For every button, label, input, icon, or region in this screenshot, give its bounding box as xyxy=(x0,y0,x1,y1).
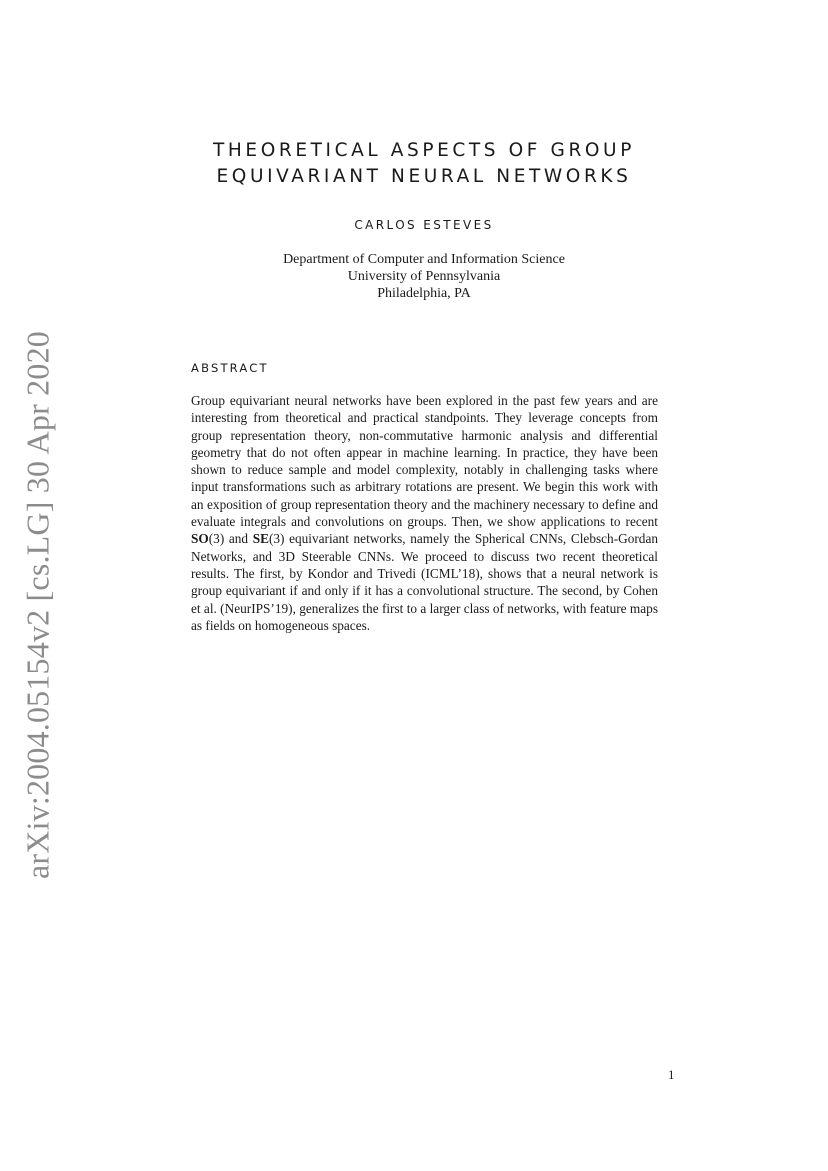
abstract-heading: ABSTRACT xyxy=(191,361,269,375)
affiliation-university: University of Pennsylvania xyxy=(347,269,501,284)
abstract-text-part-3: (3) equivariant networks, namely the Spherical CNNs, Clebsch-Gordan Networks, and 3D Steerable CNNs. We proceed to discuss two recent theoretical results. The first, by Kondor and Trivedi (ICML’18), shows that a neural network is group equivariant if and only if it has a convolutional structure. The second, by Cohen et al. (NeurIPS’19), generalizes the first to a larger class of networks, with feature maps as fields on homogeneous spaces. xyxy=(191,531,659,633)
abstract-body xyxy=(191,392,658,634)
page-number: 1 xyxy=(668,1067,675,1082)
so-group-symbol: SO xyxy=(191,531,209,547)
affiliation-location: Philadelphia, PA xyxy=(377,286,471,301)
paper-title-line-1: THEORETICAL ASPECTS OF GROUP xyxy=(213,140,635,161)
paper-title xyxy=(190,138,658,190)
se-group-symbol: SE xyxy=(252,531,269,547)
abstract-text-part-2: (3) and xyxy=(208,531,253,547)
arxiv-identifier-stamp: arXiv:2004.05154v2 [cs.LG] 30 Apr 2020 xyxy=(19,331,56,879)
author-name: CARLOS ESTEVES xyxy=(354,218,494,232)
abstract-text-part-1: Group equivariant neural networks have been explored in the past few years and are interesting from theoretical and practical standpoints. They leverage concepts from group representation theory, non-commutative harmonic analysis and differential geometry that do not often appear in machine learning. In practice, they have been shown to reduce sample and model complexity, notably in challenging tasks where input transformations such as arbitrary rotations are present. We begin this work with an exposition of group representation theory and the machinery necessary to define and evaluate integrals and convolutions on groups. Then, we show applications to recent xyxy=(191,393,658,530)
affiliation-department: Department of Computer and Information Science xyxy=(283,252,565,267)
paper-title-line-2: EQUIVARIANT NEURAL NETWORKS xyxy=(216,166,632,187)
author-affiliation xyxy=(190,251,658,302)
